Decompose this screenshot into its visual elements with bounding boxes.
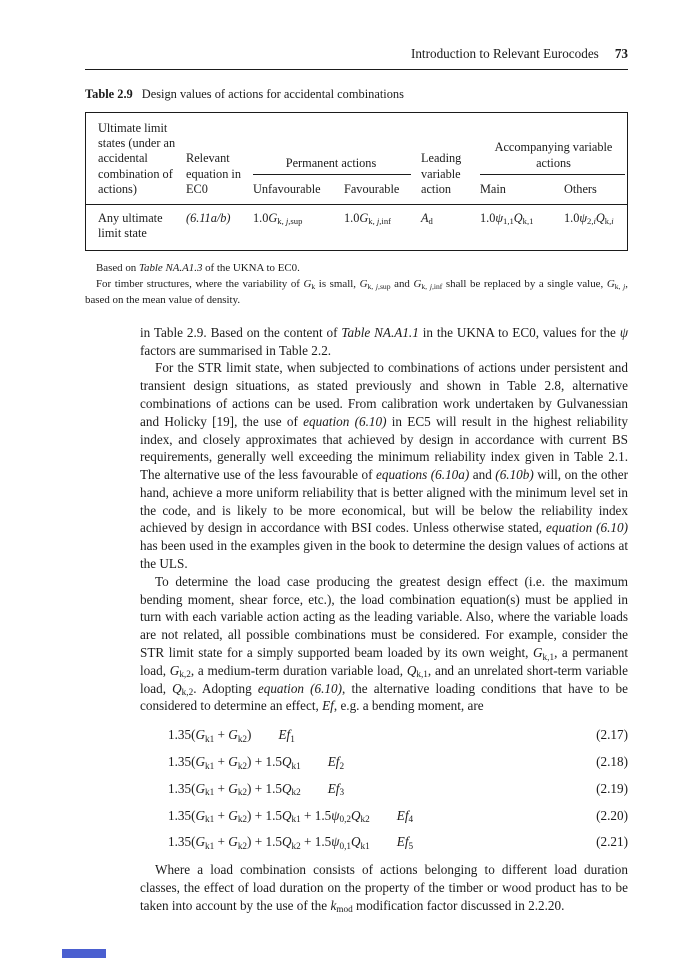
running-head-title: Introduction to Relevant Eurocodes [410,46,599,61]
equation-effect: Ef1 [278,727,295,744]
header-rule [85,69,628,70]
equation-number: (2.18) [596,754,628,770]
cell-others: 1.0ψ2,iQk,i [564,211,614,227]
body-text [140,324,628,915]
equation-number: (2.17) [596,727,628,743]
footnote-2: For timber structures, where the variability of Gk is small, Gk, j,sup and Gk, j,inf shall be replaced by a single value, Gk, j, based on the mean value of density. [85,278,629,307]
equation-number: (2.20) [596,807,628,823]
header-favourable: Favourable [344,181,400,196]
cell-main: 1.0ψ1,1Qk,1 [480,211,534,227]
accompanying-subheaders [480,182,627,197]
table-footnotes [85,260,628,309]
equation-2-21 [168,833,628,851]
accompanying-group-rule [480,174,625,175]
page-number: 73 [614,46,628,61]
equation-effect: Ef5 [396,834,414,851]
equation-2-18 [168,753,628,771]
table-caption-text: Design values of actions for accidental combinations [141,87,404,101]
running-head [85,46,628,62]
header-group-permanent [253,156,421,197]
cell-equation: (6.11a/b) [186,211,231,226]
table-caption [85,87,628,102]
footer-blue-bar [62,949,106,958]
header-leading: Leading variable action [421,151,462,196]
header-unfavourable: Unfavourable [253,181,321,196]
header-limit-states: Ultimate limit states (under an accidental combination of actions) [98,121,176,196]
header-main: Main [480,181,506,196]
header-group-permanent-label: Permanent actions [285,155,377,170]
paragraph-4: Where a load combination consists of actions belonging to different load duration classes, the effect of load duration on the property of the timber or wood product has to be taken into account by the use of the kmod modification factor discussed in 2.2.20. [140,862,628,915]
permanent-subheaders [253,182,421,197]
header-others: Others [564,181,597,196]
equation-effect: Ef4 [396,807,414,825]
table-2-9 [85,112,628,251]
equation-2-19 [168,780,628,798]
paragraph-1: in Table 2.9. Based on the content of Table NA.A1.1 in the UKNA to EC0, values for the ψ factors are summarised in Table 2.2. [140,324,629,358]
equation-expression: 1.35(Gk1 + Gk2) + 1.5Qk1 + 1.5ψ0,2Qk2 [168,807,370,825]
equation-effect: Ef3 [327,780,345,798]
table-row [86,205,627,249]
equation-number: (2.19) [596,780,628,796]
equation-expression: 1.35(Gk1 + Gk2) [168,727,252,744]
equation-expression: 1.35(Gk1 + Gk2) + 1.5Qk2 + 1.5ψ0,1Qk1 [168,834,370,851]
table-caption-label: Table 2.9 [85,87,133,101]
permanent-group-rule [253,174,411,175]
equation-2-20 [168,807,628,825]
equation-2-17 [168,726,628,744]
table-header [86,113,627,204]
cell-favourable: 1.0Gk, j,inf [344,211,391,227]
cell-leading: Ad [421,211,433,227]
equation-expression: 1.35(Gk1 + Gk2) + 1.5Qk1 [168,754,301,771]
equation-number: (2.21) [596,834,628,850]
header-group-accompanying [480,140,627,197]
paragraph-2: For the STR limit state, when subjected to combinations of actions under persistent and transient design situations, as stated previously and shown in Table 2.8, alternative combinations of actions can be used. From calibration work undertaken by Gulvanessian and Holicky [19], the use of equation (6.10) in EC5 will result in the highest reliability index, and closely approximates that achieved by design in accordance with current BS requirements, generally well exceeding the minimum reliability index given in Table 2.1. The alternative use of the less favourable of equations (6.10a) and (6.10b) will, on the other hand, achieve a more uniform reliability that is better aligned with the minimum level set in the code, and is likely to be more economical, but will be below the reliability index achieved by design in accordance with BSI codes. Unless otherwise stated, equation (6.10) has been used in the examples given in the book to determine the design values of actions at the ULS. [140,360,628,572]
header-equation: Relevant equation in EC0 [186,151,241,196]
cell-unfavourable: 1.0Gk, j,sup [253,211,303,227]
footnote-1: Based on Table NA.A1.3 of the UKNA to EC0. [96,261,300,274]
paragraph-3: To determine the load case producing the greatest design effect (i.e. the maximum bending moment, shear force, etc.), the load combination equation(s) must be applied in turn with each variable action acting as the leading variable. Also, where the variable loads are not related, all possible combinations must be considered. For example, consider the STR limit state for a simply supported beam loaded by its own weight, Gk,1, a permanent load, Gk,2, a medium-term duration variable load, Qk,1, and an unrelated short-term variable load, Qk,2. Adopting equation (6.10), the alternative loading conditions that have to be considered to determine an effect, Ef, e.g. a bending moment, are [140,573,629,714]
header-group-accompanying-label: Accompanying variable actions [494,140,613,170]
cell-limit-state: Any ultimate limit state [98,211,163,241]
equation-effect: Ef2 [327,754,345,771]
equation-expression: 1.35(Gk1 + Gk2) + 1.5Qk2 [168,780,301,798]
equation-block [168,726,628,851]
